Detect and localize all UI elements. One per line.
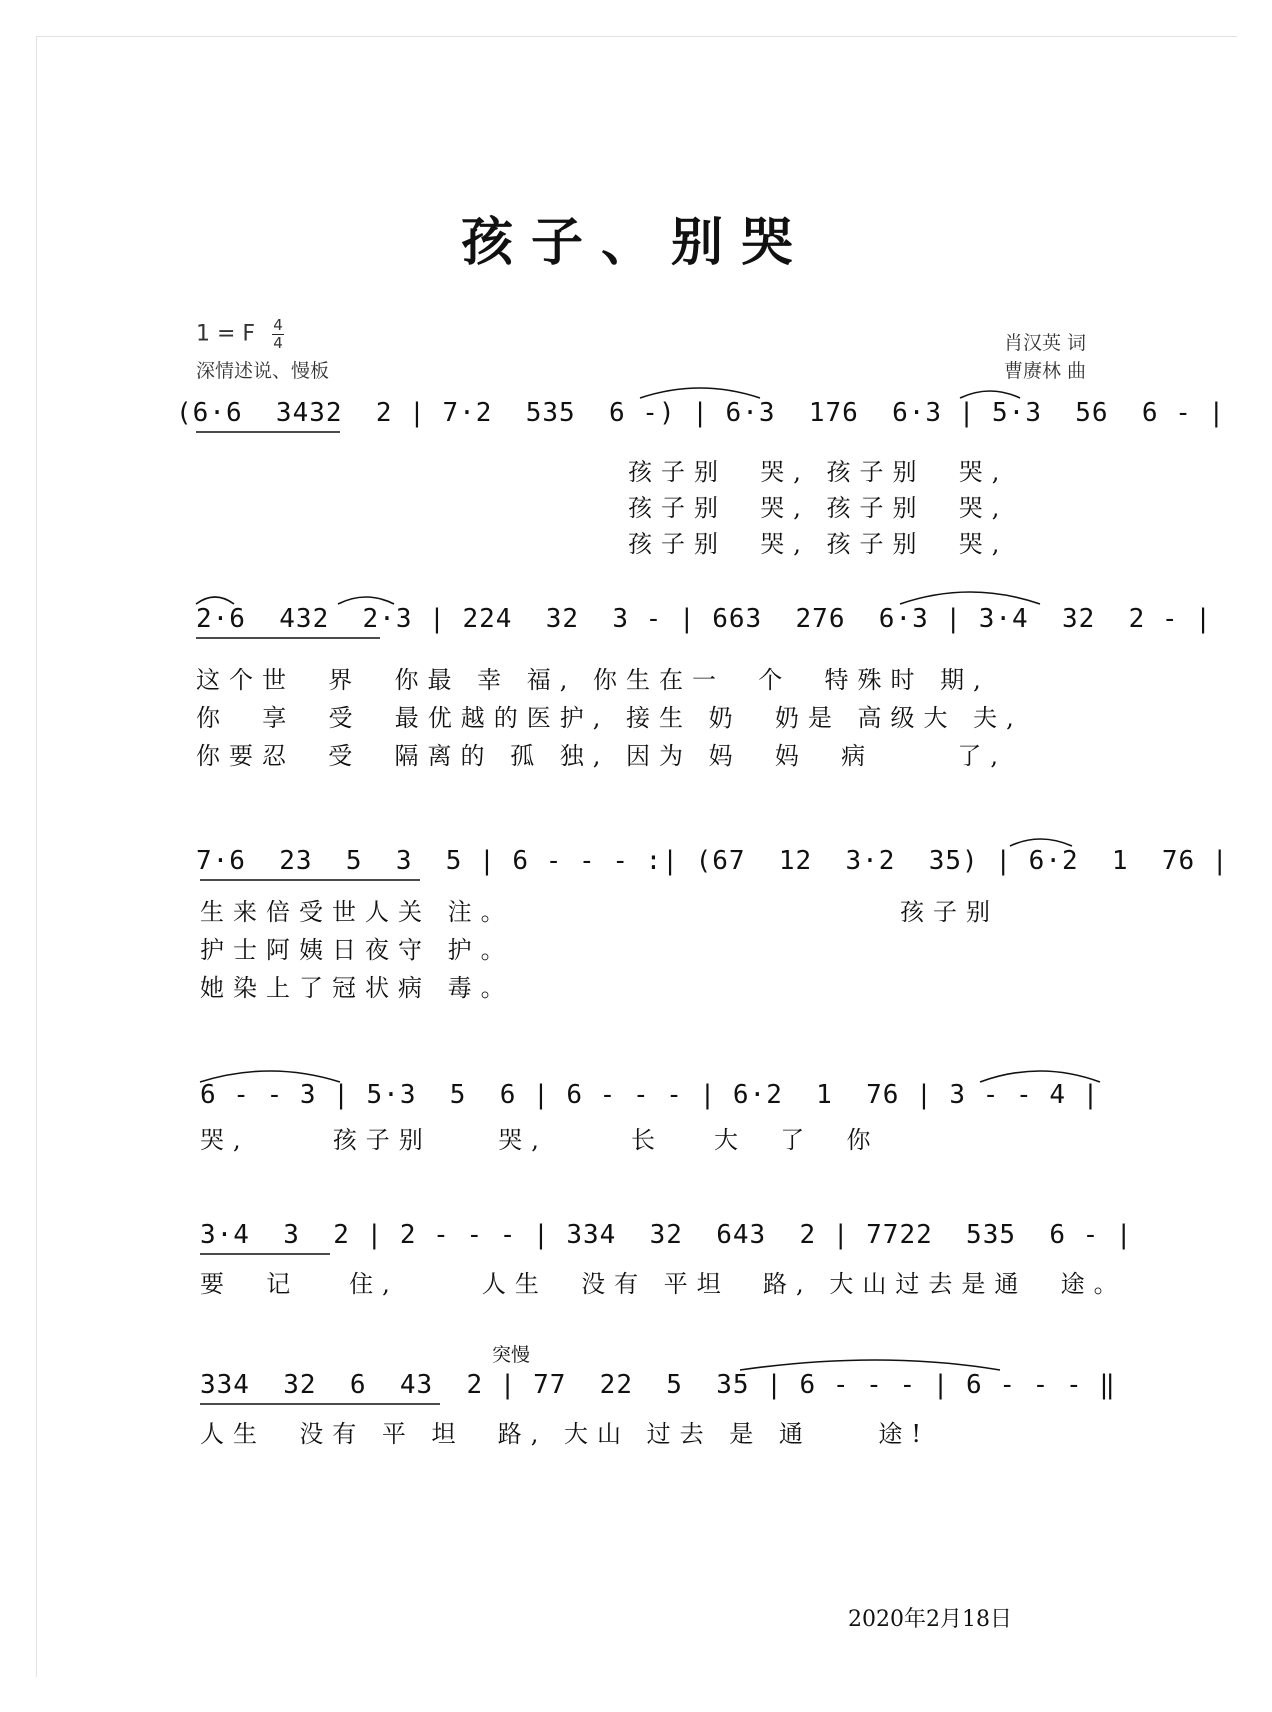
lyric-line-3-3: 她染上了冠状病 毒。 (200, 974, 514, 1002)
time-sig-bottom: 4 (273, 334, 283, 352)
song-title: 孩子、别哭 (460, 212, 811, 273)
time-sig-top: 4 (273, 316, 283, 334)
lyric-line-3-tail: 孩子别 (900, 898, 999, 926)
lyric-line-1-1: 孩子别 哭, 孩子别 哭, (628, 458, 1009, 486)
lyric-line-2-2: 你 享 受 最优越的医护, 接生 奶 奶是 高级大 夫, (196, 704, 1023, 732)
lyric-line-6-1: 人生 没有 平 坦 路, 大山 过去 是 通 途! (200, 1420, 931, 1448)
time-signature (272, 318, 284, 351)
lyric-line-5-1: 要 记 住, 人生 没有 平坦 路, 大山过去是通 途。 (200, 1270, 1127, 1298)
composer-credit: 曹赓林 曲 (1004, 360, 1087, 382)
lyric-line-3-2: 护士阿姨日夜守 护。 (200, 936, 514, 964)
lyric-line-2-1: 这个世 界 你最 幸 福, 你生在一 个 特殊时 期, (196, 666, 990, 694)
lyric-line-1-2: 孩子别 哭, 孩子别 哭, (628, 494, 1009, 522)
lyric-line-3-1: 生来倍受世人关 注。 (200, 898, 514, 926)
date-stamp: 2020年2月18日 (848, 1607, 1012, 1632)
lyric-line-2-3: 你要忍 受 隔离的 孤 独, 因为 妈 妈 病 了, (196, 742, 1007, 770)
notation-line-3: 7·6 23 5 3 5 | 6 - - - :| (67 12 3·2 35) | 6·2 1 76 | (196, 846, 1229, 876)
notation-line-6: 334 32 6 43 2 | 77 22 5 35 | 6 - - - | 6 - - - ‖ (200, 1370, 1116, 1400)
lyric-line-4-1: 哭, 孩子别 哭, 长 大 了 你 (200, 1126, 880, 1154)
notation-line-2: 2·6 432 2·3 | 224 32 3 - | 663 276 6·3 | 3·4 32 2 - | (196, 604, 1212, 634)
notation-line-1: (6·6 3432 2 | 7·2 535 6 -) | 6·3 176 6·3 | 5·3 56 6 - | (176, 398, 1226, 428)
tempo-change-marking: 突慢 (492, 1344, 531, 1366)
tempo-marking: 深情述说、慢板 (196, 360, 330, 382)
lyricist-credit: 肖汉英 词 (1004, 332, 1087, 354)
key-signature (196, 318, 284, 351)
key-text: 1 = F (196, 321, 256, 347)
notation-line-4: 6 - - 3 | 5·3 5 6 | 6 - - - | 6·2 1 76 | 3 - - 4 | (200, 1080, 1100, 1110)
lyric-line-1-3: 孩子别 哭, 孩子别 哭, (628, 530, 1009, 558)
notation-line-5: 3·4 3 2 | 2 - - - | 334 32 643 2 | 7722 535 6 - | (200, 1220, 1133, 1250)
